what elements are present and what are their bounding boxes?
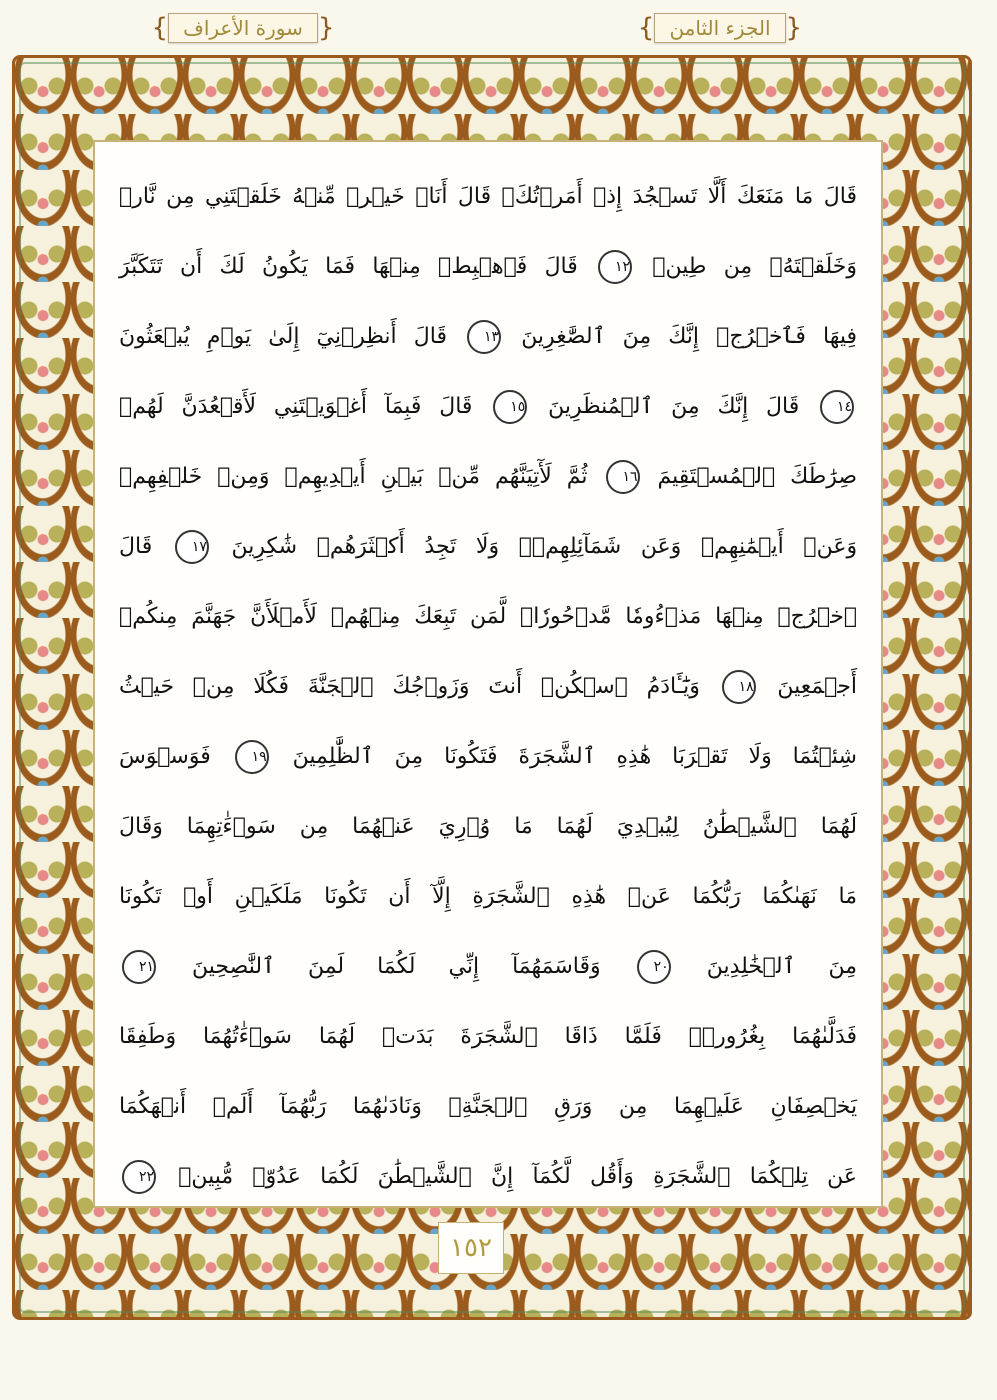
ayah-number-marker: ١٩ (235, 740, 269, 774)
word: مِنۡ (192, 674, 235, 699)
word: ٱلشَّجَرَةِ (653, 1164, 731, 1189)
word: جَهَنَّمَ (191, 604, 237, 629)
text-line (119, 512, 857, 582)
word: مِنۡهُمۡ (330, 604, 401, 629)
word: لَأَمۡلَأَنَّ (250, 604, 317, 629)
word: لَهُمۡ (119, 394, 164, 419)
text-line (119, 302, 857, 372)
ayah-number-marker: ٢٢ (122, 1160, 156, 1194)
word: قَالَ (544, 254, 578, 279)
text-line (119, 582, 857, 652)
word: شَٰكِرِينَ (231, 534, 298, 559)
word: ٱلشَّجَرَةَ (518, 744, 596, 769)
word: وَلَا (748, 744, 772, 769)
ayah-number-marker: ١٧ (175, 530, 209, 564)
word: مَلَكَيۡنِ (234, 884, 303, 909)
word: شَمَآئِلِهِمۡۖ (518, 534, 622, 559)
word: وَخَلَقۡتَهُۥ (769, 254, 857, 279)
word: شِئۡتُمَا (792, 744, 857, 769)
word: تَجِدُ (424, 534, 457, 559)
word: قَالَ (439, 394, 473, 419)
header-bracket-ornament: } (317, 13, 335, 43)
word: أَن (179, 254, 203, 279)
word: فَكُلَا (253, 674, 290, 699)
word: مَا (794, 184, 814, 209)
word: مَنَعَكَ (736, 184, 785, 209)
word: وَزَوۡجُكَ (392, 674, 470, 699)
word: تِلۡكُمَا (749, 1164, 808, 1189)
word: أَغۡوَيۡتَنِي (273, 394, 368, 419)
word: أَنَا۠ (415, 184, 448, 209)
text-line (119, 1002, 857, 1072)
word: فَمَا (325, 254, 356, 279)
header-bracket-ornament: { (637, 13, 655, 43)
word: مَّدۡحُورٗاۖ (520, 604, 612, 629)
ayah-number-marker: ١٦ (606, 460, 640, 494)
word: يَخۡصِفَانِ (770, 1094, 858, 1119)
word: قَالَ (119, 534, 153, 559)
word: عَدُوّٞ (252, 1164, 301, 1189)
word: نَّارٖ (119, 184, 156, 209)
word: خَلۡفِهِمۡ (119, 464, 203, 489)
word: أَيۡدِيهِمۡ (284, 464, 366, 489)
word: ٱخۡرُجۡ (777, 604, 858, 629)
word: فِيهَا (823, 324, 857, 349)
word: لَكُمَا (377, 954, 416, 979)
juz-name-header (625, 8, 815, 48)
text-line (119, 862, 857, 932)
ayah-number-marker: ١٣ (467, 320, 501, 354)
quran-text (119, 162, 857, 1212)
ayah-number-marker: ١٥ (493, 390, 527, 424)
word: أَكۡثَرَهُمۡ (316, 534, 405, 559)
word: طِينٖ (652, 254, 707, 279)
word: قَالَ (413, 324, 447, 349)
word: مِنَ (394, 744, 424, 769)
juz-name: الجزء الثامن (654, 13, 785, 43)
word: ٱلظَّٰلِمِينَ (292, 744, 374, 769)
word: مِّنۢ (438, 464, 481, 489)
header-bracket-ornament: } (785, 13, 803, 43)
word: قَالَ (766, 394, 800, 419)
text-line (119, 442, 857, 512)
text-line (119, 722, 857, 792)
word: تَسۡجُدَ (632, 184, 698, 209)
word: إِلَّآ (432, 884, 451, 909)
text-panel (93, 140, 883, 1208)
word: أَمَرۡتُكَۖ (501, 184, 583, 209)
word: ٱلشَّجَرَةِ (472, 884, 550, 909)
word: عَنۡ (627, 884, 671, 909)
word: تَكُونَا (324, 884, 367, 909)
word: أَنۡهَكُمَا (119, 1094, 187, 1119)
word: إِنَّكَ (668, 324, 700, 349)
surah-name: سورة الأعراف (168, 13, 318, 43)
word: ٱلشَّيۡطَٰنَ (377, 1164, 472, 1189)
ayah-number-marker: ١٤ (820, 390, 854, 424)
word: وُۥرِيَ (438, 814, 491, 839)
word: يُبۡعَثُونَ (119, 324, 190, 349)
word: سَوۡءَٰتِهِمَا (186, 814, 276, 839)
text-line (119, 932, 857, 1002)
word: لَمِنَ (307, 954, 345, 979)
word: قَالَ (823, 184, 857, 209)
surah-name-header (148, 8, 338, 48)
word: ذَاقَا (564, 1024, 598, 1049)
word: مِن (299, 814, 329, 839)
word: أَجۡمَعِينَ (777, 674, 858, 699)
word: لَّكُمَآ (532, 1164, 571, 1189)
word: أَيۡمَٰنِهِمۡ (700, 534, 784, 559)
word: تَبِعَكَ (414, 604, 457, 629)
word: نَهَىٰكُمَا (762, 884, 817, 909)
word: مِن (618, 1094, 648, 1119)
word: إِنِّي (448, 954, 480, 979)
word: مُّبِينٞ (178, 1164, 234, 1189)
word: عَلَيۡهِمَا (674, 1094, 744, 1119)
word: إِنَّ (491, 1164, 514, 1189)
ayah-number-marker: ١٢ (598, 250, 632, 284)
word: أَلَّا (707, 184, 727, 209)
word: خَيۡرٞ (346, 184, 405, 209)
word: وَأَقُل (589, 1164, 634, 1189)
word: مِنَ (671, 394, 700, 419)
word: مَذۡءُومٗا (625, 604, 702, 629)
word: أَن (388, 884, 411, 909)
word: مِنۡهَا (372, 254, 421, 279)
word: بَيۡنِ (380, 464, 424, 489)
word: مِنۡهَا (715, 604, 764, 629)
word: لَهُمَا (556, 814, 593, 839)
word: لَأٓتِيَنَّهُم (495, 464, 552, 489)
word: مِنَ (622, 324, 652, 349)
word: ٱلۡجَنَّةَ (307, 674, 374, 699)
word: لَأَقۡعُدَنَّ (181, 394, 257, 419)
ayah-number-marker: ١٨ (722, 670, 756, 704)
word: هَٰذِهِ (616, 744, 652, 769)
word: لَكَ (219, 254, 245, 279)
word: ٱلشَّيۡطَٰنُ (702, 814, 797, 839)
word: صِرَٰطَكَ (790, 464, 858, 489)
word: وَرَقِ (554, 1094, 593, 1119)
word: فَوَسۡوَسَ (119, 744, 211, 769)
ayah-number-marker: ٢٠ (637, 950, 671, 984)
text-line (119, 232, 857, 302)
word: ٱلصَّٰغِرِينَ (521, 324, 606, 349)
word: فَبِمَآ (384, 394, 422, 419)
word: فَلَمَّا (624, 1024, 662, 1049)
word: وَطَفِقَا (119, 1024, 177, 1049)
word: وَيَٰٓـَٔادَمُ (646, 674, 700, 699)
word: إِنَّكَ (717, 394, 749, 419)
word: يَوۡمِ (206, 324, 252, 349)
word: إِذۡ (593, 184, 623, 209)
page-number: ١٥٢ (438, 1222, 504, 1274)
word: رَبُّهُمَآ (280, 1094, 327, 1119)
word: حَيۡثُ (119, 674, 175, 699)
word: مَا (838, 884, 858, 909)
word: تَتَكَبَّرَ (119, 254, 163, 279)
word: وَمِنۡ (217, 464, 270, 489)
word: فَتَكُونَا (444, 744, 498, 769)
word: ٱلۡخَٰلِدِينَ (706, 954, 796, 979)
word: أَنظِرۡنِيٓ (316, 324, 397, 349)
word: قَالَ (457, 184, 492, 209)
word: عَنۡهُمَا (352, 814, 415, 839)
word: فَدَلَّىٰهُمَا (792, 1024, 858, 1049)
text-line (119, 372, 857, 442)
word: ٱلۡجَنَّةِۖ (448, 1094, 528, 1119)
word: مَا (514, 814, 533, 839)
word: لِيُبۡدِيَ (616, 814, 679, 839)
text-line (119, 162, 857, 232)
word: ٱلشَّجَرَةَ (460, 1024, 538, 1049)
word: رَبُّكُمَا (692, 884, 741, 909)
word: فَٱخۡرُجۡ (716, 324, 806, 349)
word: سَوۡءَٰتُهُمَا (202, 1024, 292, 1049)
word: ٱلنَّٰصِحِينَ (192, 954, 275, 979)
word: بَدَتۡ (381, 1024, 434, 1049)
word: أَلَمۡ (212, 1094, 254, 1119)
word: إِلَىٰ (268, 324, 300, 349)
text-line (119, 1142, 857, 1212)
word: بِغُرُورٖۚ (688, 1024, 766, 1049)
word: لَّمَن (470, 604, 507, 629)
word: أَنتَ (488, 674, 523, 699)
word: مِنَ (828, 954, 857, 979)
word: ثُمَّ (566, 464, 588, 489)
word: خَلَقۡتَنِي (205, 184, 282, 209)
word: وَعَنۡ (803, 534, 858, 559)
word: يَكُونُ (262, 254, 308, 279)
word: وَعَن (640, 534, 682, 559)
header-bracket-ornament: { (151, 13, 169, 43)
word: مِنكُمۡ (119, 604, 178, 629)
ayah-number-marker: ٢١ (122, 950, 156, 984)
word: لَكُمَا (320, 1164, 359, 1189)
word: مِن (723, 254, 753, 279)
word: فَٱهۡبِطۡ (438, 254, 528, 279)
word: أَوۡ (183, 884, 214, 909)
word: عَن (827, 1164, 857, 1189)
word: هَٰذِهِ (571, 884, 607, 909)
word: تَكُونَا (119, 884, 162, 909)
word: ٱسۡكُنۡ (540, 674, 628, 699)
word: مِّنۡهُ (292, 184, 336, 209)
text-line (119, 652, 857, 722)
text-line (119, 1072, 857, 1142)
word: وَنَادَىٰهُمَا (352, 1094, 422, 1119)
word: وَقَاسَمَهُمَآ (512, 954, 601, 979)
word: وَقَالَ (119, 814, 163, 839)
word: مِن (166, 184, 195, 209)
word: وَلَا (475, 534, 500, 559)
word: لَهُمَا (820, 814, 858, 839)
word: تَقۡرَبَا (672, 744, 728, 769)
word: لَهُمَا (318, 1024, 356, 1049)
word: ٱلۡمُنظَرِينَ (548, 394, 654, 419)
text-line (119, 792, 857, 862)
word: ٱلۡمُسۡتَقِيمَ (657, 464, 776, 489)
